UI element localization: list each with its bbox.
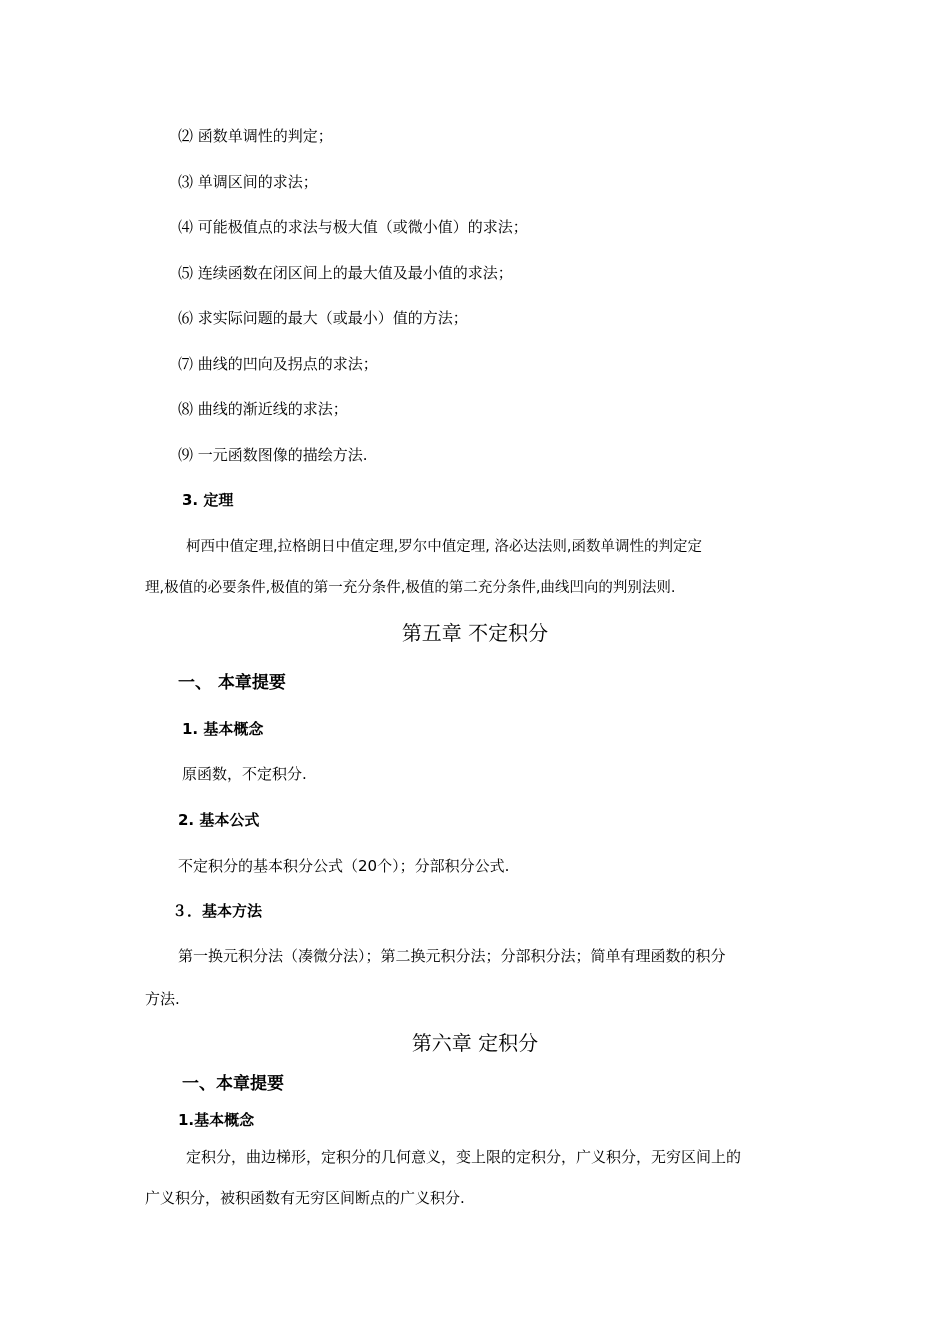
chapter5-methods-line2: 方法. <box>145 990 180 1008</box>
chapter6-concepts-heading: 1.基本概念 <box>178 1111 255 1129</box>
chapter5-summary-heading: 一、 本章提要 <box>178 673 286 693</box>
list-item: ⑺ 曲线的凹向及拐点的求法； <box>178 355 378 373</box>
chapter5-concepts-heading: 1. 基本概念 <box>182 720 264 738</box>
chapter6-title: 第六章 定积分 <box>411 1031 539 1055</box>
list-item: ⑶ 单调区间的求法； <box>178 173 318 191</box>
theorem-text-line1: 柯西中值定理,拉格朗日中值定理,罗尔中值定理, 洛必达法则,函数单调性的判定定 <box>186 539 703 555</box>
chapter5-formulas-text: 不定积分的基本积分公式（20个）；分部积分公式. <box>178 857 510 875</box>
list-item: ⑹ 求实际问题的最大（或最小）值的方法； <box>178 309 468 327</box>
theorem-text-line2: 理,极值的必要条件,极值的第一充分条件,极值的第二充分条件,曲线凹向的判别法则. <box>145 580 676 596</box>
chapter5-methods-heading: ３．基本方法 <box>172 902 263 920</box>
list-item: ⑵ 函数单调性的判定； <box>178 127 333 145</box>
chapter6-summary-heading: 一、本章提要 <box>182 1074 284 1094</box>
list-item: ⑼ 一元函数图像的描绘方法. <box>178 446 368 464</box>
chapter5-formulas-heading: 2. 基本公式 <box>178 811 260 829</box>
chapter5-concepts-text: 原函数，不定积分. <box>182 765 307 783</box>
theorem-heading: 3. 定理 <box>182 491 234 509</box>
chapter5-title: 第五章 不定积分 <box>401 621 549 645</box>
list-item: ⑻ 曲线的渐近线的求法； <box>178 400 348 418</box>
list-item: ⑸ 连续函数在闭区间上的最大值及最小值的求法； <box>178 264 513 282</box>
list-item: ⑷ 可能极值点的求法与极大值（或微小值）的求法； <box>178 218 528 236</box>
chapter6-concepts-line2: 广义积分，被积函数有无穷区间断点的广义积分. <box>145 1189 465 1207</box>
chapter6-concepts-line1: 定积分，曲边梯形，定积分的几何意义，变上限的定积分，广义积分，无穷区间上的 <box>186 1148 742 1166</box>
chapter5-methods-line1: 第一换元积分法（凑微分法）；第二换元积分法；分部积分法；简单有理函数的积分 <box>178 947 726 965</box>
